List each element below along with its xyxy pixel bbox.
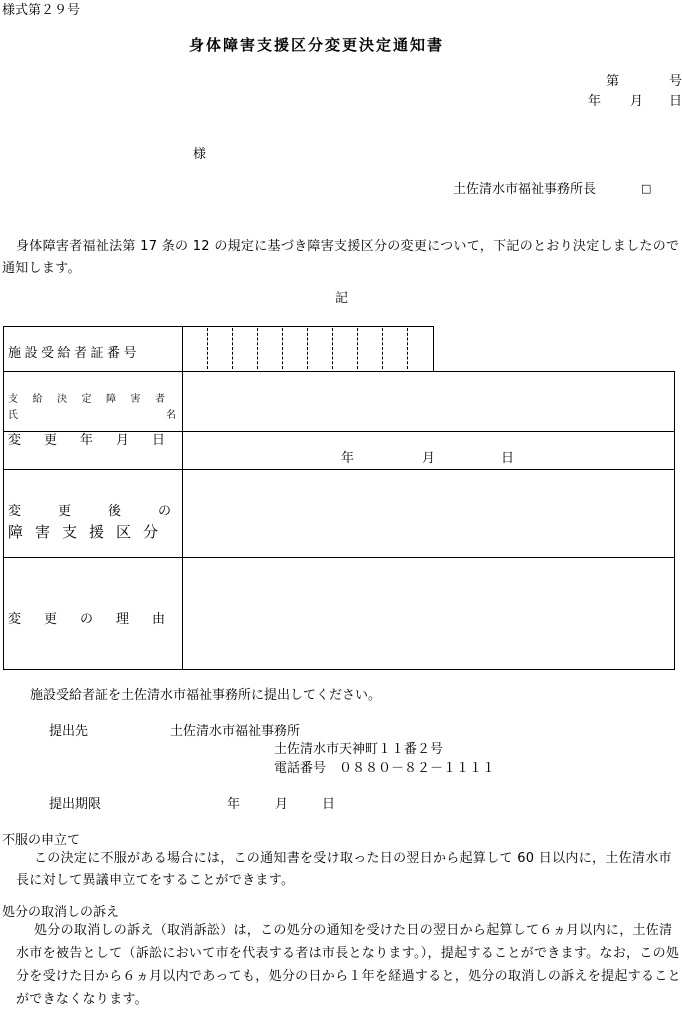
table-line — [3, 669, 675, 670]
change-reason-label: 変更の理由 — [8, 612, 189, 627]
digit-divider — [307, 328, 308, 369]
new-category-label-line2: 障害支援区分 — [8, 523, 171, 541]
number-label-1: 第 — [606, 74, 620, 89]
digit-divider — [207, 328, 208, 369]
ki-label: 記 — [335, 291, 349, 306]
recipient-suffix: 様 — [193, 147, 207, 162]
date-year-label: 年 — [588, 94, 602, 109]
new-category-label-line1: 変更後の — [8, 504, 209, 519]
digit-divider — [257, 328, 258, 369]
submit-instruction: 施設受給者証を土佐清水市福祉事務所に提出してください。 — [30, 688, 382, 703]
table-line — [433, 326, 434, 371]
objection-heading: 不服の申立て — [2, 833, 81, 848]
recipient-label-line2 — [8, 411, 176, 421]
deadline-day: 日 — [322, 797, 336, 812]
seal-mark: □ — [641, 182, 652, 195]
table-line — [3, 371, 675, 372]
objection-body: この決定に不服がある場合には，この通知書を受け取った日の翌日から起算して 60 日以内に，土佐清水市長に対して異議申立てをすることができます。 — [16, 851, 672, 888]
digit-divider — [407, 328, 408, 369]
date-day-label: 日 — [669, 94, 682, 109]
submission-dest-label: 提出先 — [49, 724, 89, 739]
change-date-day: 日 — [501, 451, 515, 466]
digit-divider — [357, 328, 358, 369]
intro-paragraph: 身体障害者福祉法第 17 条の 12 の規定に基づき障害支援区分の変更について，下記のとおり決定しましたので通知します。 — [2, 239, 680, 276]
change-date-month: 月 — [422, 451, 436, 466]
number-label-2: 号 — [669, 74, 682, 89]
submission-dest-name: 土佐清水市福祉事務所 — [170, 724, 301, 739]
change-date-label: 変更年月日 — [8, 433, 189, 448]
table-line — [3, 431, 675, 432]
change-date-year: 年 — [341, 451, 355, 466]
recipient-label-shi: 氏 — [8, 410, 18, 421]
deadline-label: 提出期限 — [49, 797, 102, 812]
date-month-label: 月 — [630, 94, 644, 109]
deadline-month: 月 — [275, 797, 289, 812]
document-title: 身体障害支援区分変更決定通知書 — [189, 36, 445, 54]
deadline-year: 年 — [227, 797, 241, 812]
digit-divider — [232, 328, 233, 369]
table-line — [3, 557, 675, 558]
submission-phone: 電話番号 ０８８０－８２－１１１１ — [274, 761, 496, 776]
cert-number-label-text: 施設受給者証番号 — [8, 346, 141, 361]
recipient-label-line1: 支給決定障害者 — [8, 394, 180, 405]
digit-divider — [332, 328, 333, 369]
cert-number-label — [8, 347, 176, 360]
table-line — [3, 326, 433, 327]
recipient-label-mei: 名 — [166, 410, 176, 421]
issuer-name: 土佐清水市福祉事務所長 — [453, 182, 597, 197]
table-line — [3, 326, 4, 670]
lawsuit-body: 処分の取消しの訴え（取消訴訟）は，この処分の通知を受けた日の翌日から起算して６ヵ月以内に，土佐清水市を被告として（訴訟において市を代表する者は市長となります。），提起することができます。なお，この処分を受けた日から６ヵ月以内であっても，処分の日から１年を経過すると，処分の取消しの訴えを提起することができなくなります。 — [16, 923, 681, 1007]
table-line — [3, 469, 675, 470]
digit-divider — [382, 328, 383, 369]
digit-divider — [282, 328, 283, 369]
form-number: 様式第２９号 — [2, 3, 81, 18]
submission-address: 土佐清水市天神町１１番２号 — [274, 742, 444, 757]
lawsuit-heading: 処分の取消しの訴え — [2, 905, 120, 920]
table-line — [674, 371, 675, 670]
